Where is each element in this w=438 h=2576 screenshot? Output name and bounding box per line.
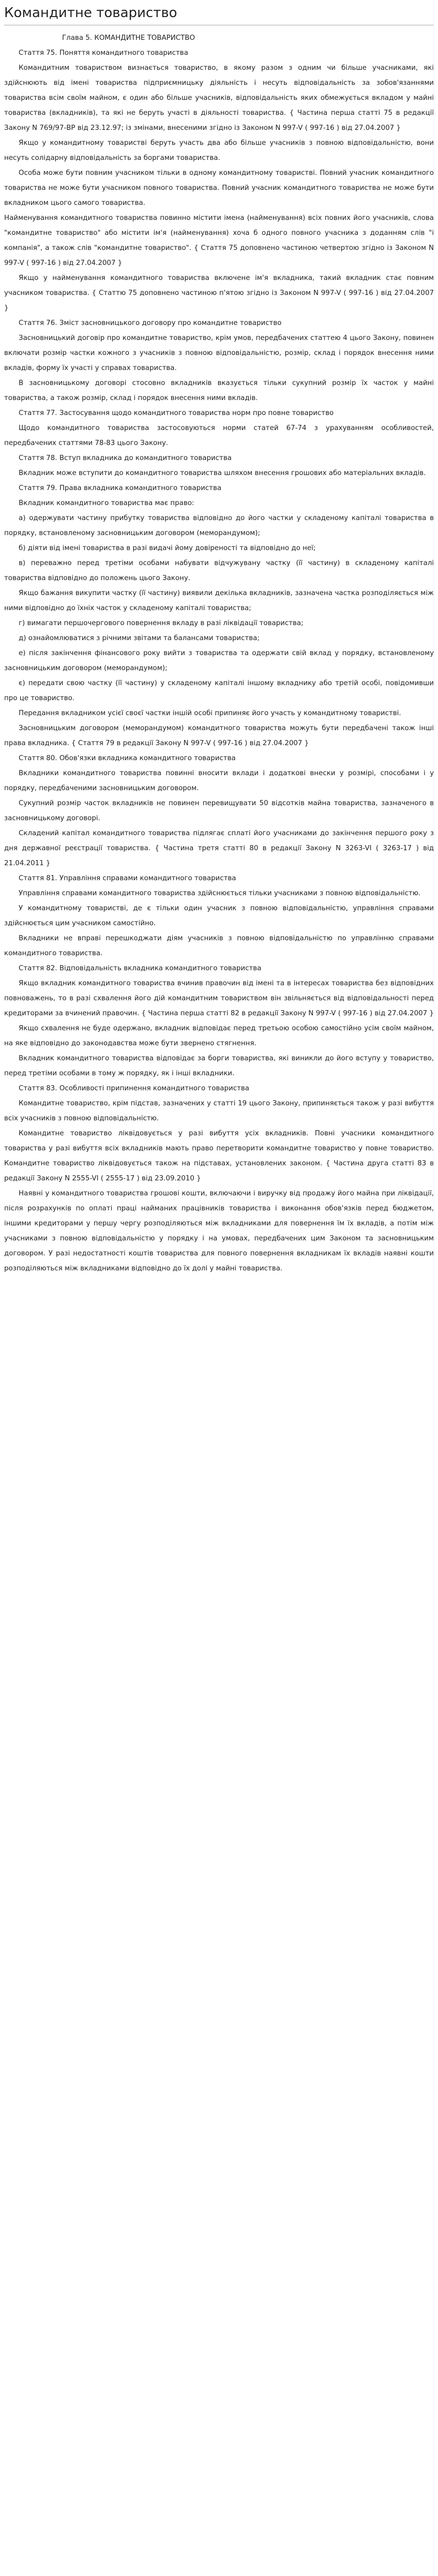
paragraph: Якщо вкладник командитного товариства вчинив правочин від імені та в інтересах товариства без відповідних повноважень, то в разі схвалення його дій командитним товариством він звільняється від відповідальності перед кредиторами за вчинений правочин. { Частина перша статті 82 в редакції Закону N 997-V ( 997-16 ) від 27.04.2007 }	[4, 980, 434, 1017]
paragraph: Командитне товариство, крім підстав, зазначених у статті 19 цього Закону, припиняється також у разі вибуття всіх учасників з повною відповідальністю.	[4, 1100, 434, 1122]
paragraph: Управління справами командитного товариства здійснюється тільки учасниками з повною відповідальністю.	[19, 890, 421, 897]
article-heading: Стаття 75. Поняття командитного товариства	[19, 49, 188, 57]
paragraph: Якщо у командитному товаристві беруть участь два або більше учасників з повною відповідальністю, вони несуть солідарну відповідальність за боргами товариства.	[4, 139, 434, 162]
paragraph: Засновницький договір про командитне товариство, крім умов, передбачених статтею 4 цього Закону, повинен включати розмір частки кожного з учасників з повною відповідальністю, розмір, склад і порядок внесення ними вкладів, форму їх участі у справах товариства.	[4, 334, 434, 372]
article-heading: Стаття 79. Права вкладника командитного товариства	[19, 484, 222, 492]
paragraph: Засновницьким договором (меморандумом) командитного товариства можуть бути передбачені також інші права вкладника. { Стаття 79 в редакції Закону N 997-V ( 997-16 ) від 27.04.2007 }	[4, 724, 434, 747]
paragraph: е) після закінчення фінансового року вийти з товариства та одержати свій вклад у порядку, встановленому засновницьким договором (меморандумом);	[4, 649, 434, 672]
paragraph: Сукупний розмір часток вкладників не повинен перевищувати 50 відсотків майна товариства, зазначеного в засновницькому договорі.	[4, 800, 434, 822]
article-heading: Стаття 77. Застосування щодо командитного товариства норм про повне товариство	[19, 409, 334, 417]
paragraph: Особа може бути повним учасником тільки в одному командитному товаристві. Повний учасник командитного товариства не може бути учасником повного товариства. Повний учасник командитного товариства не може бути вкладником цього самого товариства.	[4, 169, 434, 207]
paragraph: Командитне товариство ліквідовується у разі вибуття усіх вкладників. Повні учасники командитного товариства у разі вибуття всіх вкладників мають право перетворити командитне товариство у повне товариство. Командитне товариство ліквідовується також на підставах, установлених законом. { Частина друга статті 83 в редакції Закону N 2555-VI ( 2555-17 ) від 23.09.2010 }	[4, 1130, 434, 1182]
paragraph: Вкладник командитного товариства має право:	[19, 499, 194, 507]
paragraph: У командитному товаристві, де є тільки один учасник з повною відповідальністю, управління справами здійснюється цим учасником самостійно.	[4, 905, 434, 927]
paragraph: Якщо у найменування командитного товариства включене ім'я вкладника, такий вкладник стає повним учасником товариства. { Статтю 75 доповнено частиною п'ятою згідно із Законом N 997-V ( 997-16 ) від 27.04.2007 }	[4, 274, 434, 312]
article-heading: Стаття 81. Управління справами командитного товариства	[19, 875, 236, 882]
chapter-heading: Глава 5. КОМАНДИТНЕ ТОВАРИСТВО	[62, 34, 195, 42]
article-heading: Стаття 82. Відповідальність вкладника командитного товариства	[19, 965, 262, 972]
paragraph: є) передати свою частку (її частину) у складеному капіталі іншому вкладнику або третій особі, повідомивши про це товариство.	[4, 679, 434, 702]
paragraph: Передання вкладником усієї своєї частки іншій особі припиняє його участь у командитному товаристві.	[19, 709, 401, 717]
paragraph: Вкладники командитного товариства повинні вносити вклади і додаткові внески у розмірі, способами і у порядку, передбаченими засновницьким договором.	[4, 769, 434, 792]
paragraph: Вкладник може вступити до командитного товариства шляхом внесення грошових або матеріальних вкладів.	[19, 469, 426, 477]
page-title: Командитне товариство	[4, 5, 177, 21]
paragraph: в) переважно перед третіми особами набувати відчужувану частку (її частину) в складеному капіталі товариства відповідно до положень цього Закону.	[4, 559, 434, 582]
article-heading: Стаття 80. Обов'язки вкладника командитного товариства	[19, 754, 236, 762]
paragraph: Наявні у командитного товариства грошові кошти, включаючи і виручку від продажу його майна при ліквідації, після розрахунків по оплаті праці найманих працівників товариства і виконання обов'язків перед бюджетом, іншими кредиторами у першу чергу розподіляються між вкладниками для повернення їм їх вкладів, а потім між учасниками з повною відповідальністю у порядку і на умовах, передбачених цим Законом та засновницьким договором. У разі недостатності коштів товариства для повного повернення вкладникам їх вкладів наявні кошти розподіляються між вкладниками відповідно до їх долі у майні товариства.	[4, 1190, 434, 1272]
paragraph: б) діяти від імені товариства в разі видачі йому довіреності та відповідно до неї;	[19, 544, 316, 552]
article-heading: Стаття 78. Вступ вкладника до командитного товариства	[19, 454, 232, 462]
article-heading: Стаття 76. Зміст засновницького договору про командитне товариство	[19, 319, 282, 327]
paragraph: В засновницькому договорі стосовно вкладників вказується тільки сукупний розмір їх часток у майні товариства, а також розмір, склад і порядок внесення ними вкладів.	[4, 379, 434, 402]
paragraph: Складений капітал командитного товариства підлягає сплаті його учасниками до закінчення першого року з дня державної реєстрації товариства. { Частина третя статті 80 в редакції Закону N 3263-VI ( 3263-17 ) від 21.04.2011 }	[4, 830, 434, 867]
article-heading: Стаття 83. Особливості припинення командитного товариства	[19, 1085, 249, 1092]
paragraph: а) одержувати частину прибутку товариства відповідно до його частки у складеному капіталі товариства в порядку, встановленому засновницьким договором (меморандумом);	[4, 514, 434, 537]
paragraph: Якщо бажання викупити частку (її частину) виявили декілька вкладників, зазначена частка розподіляється між ними відповідно до їхніх часток у складеному капіталі товариства;	[4, 589, 434, 612]
paragraph: Найменування командитного товариства повинно містити імена (найменування) всіх повних його учасників, слова "командитне товариство" або містити ім'я (найменування) хоча б одного повного учасника з доданням слів "і компанія", а також слів "командитне товариство". { Стаття 75 доповнено частиною четвертою згідно із Законом N 997-V ( 997-16 ) від 27.04.2007 }	[4, 214, 434, 267]
document-body	[0, 25, 438, 1276]
paragraph: Щодо командитного товариства застосовуються норми статей 67-74 з урахуванням особливостей, передбачених статтями 78-83 цього Закону.	[4, 424, 434, 447]
paragraph: Вкладники не вправі перешкоджати діям учасників з повною відповідальністю по управлінню справами командитного товариства.	[4, 935, 434, 957]
paragraph: д) ознайомлюватися з річними звітами та балансами товариства;	[19, 634, 260, 642]
paragraph: Вкладник командитного товариства відповідає за борги товариства, які виникли до його вступу у товариство, перед третіми особами в тому ж порядку, як і інші вкладники.	[4, 1055, 434, 1077]
paragraph: Якщо схвалення не буде одержано, вкладник відповідає перед третьою особою самостійно усім своїм майном, на яке відповідно до законодавства може бути звернено стягнення.	[4, 1025, 434, 1047]
paragraph: г) вимагати першочергового повернення вкладу в разі ліквідації товариства;	[19, 619, 304, 627]
paragraph: Командитним товариством визнається товариство, в якому разом з одним чи більше учасниками, які здійснюють від імені товариства підприємницьку діяльність і несуть відповідальність за зобов'язаннями товариства всім своїм майном, є один або більше учасників, відповідальність яких обмежується вкладом у майні товариства (вкладників), та які не беруть участі в діяльності товариства. { Частина перша статті 75 в редакції Закону N 769/97-ВР від 23.12.97; із змінами, внесеними згідно із Законом N 997-V ( 997-16 ) від 27.04.2007 }	[4, 64, 434, 132]
